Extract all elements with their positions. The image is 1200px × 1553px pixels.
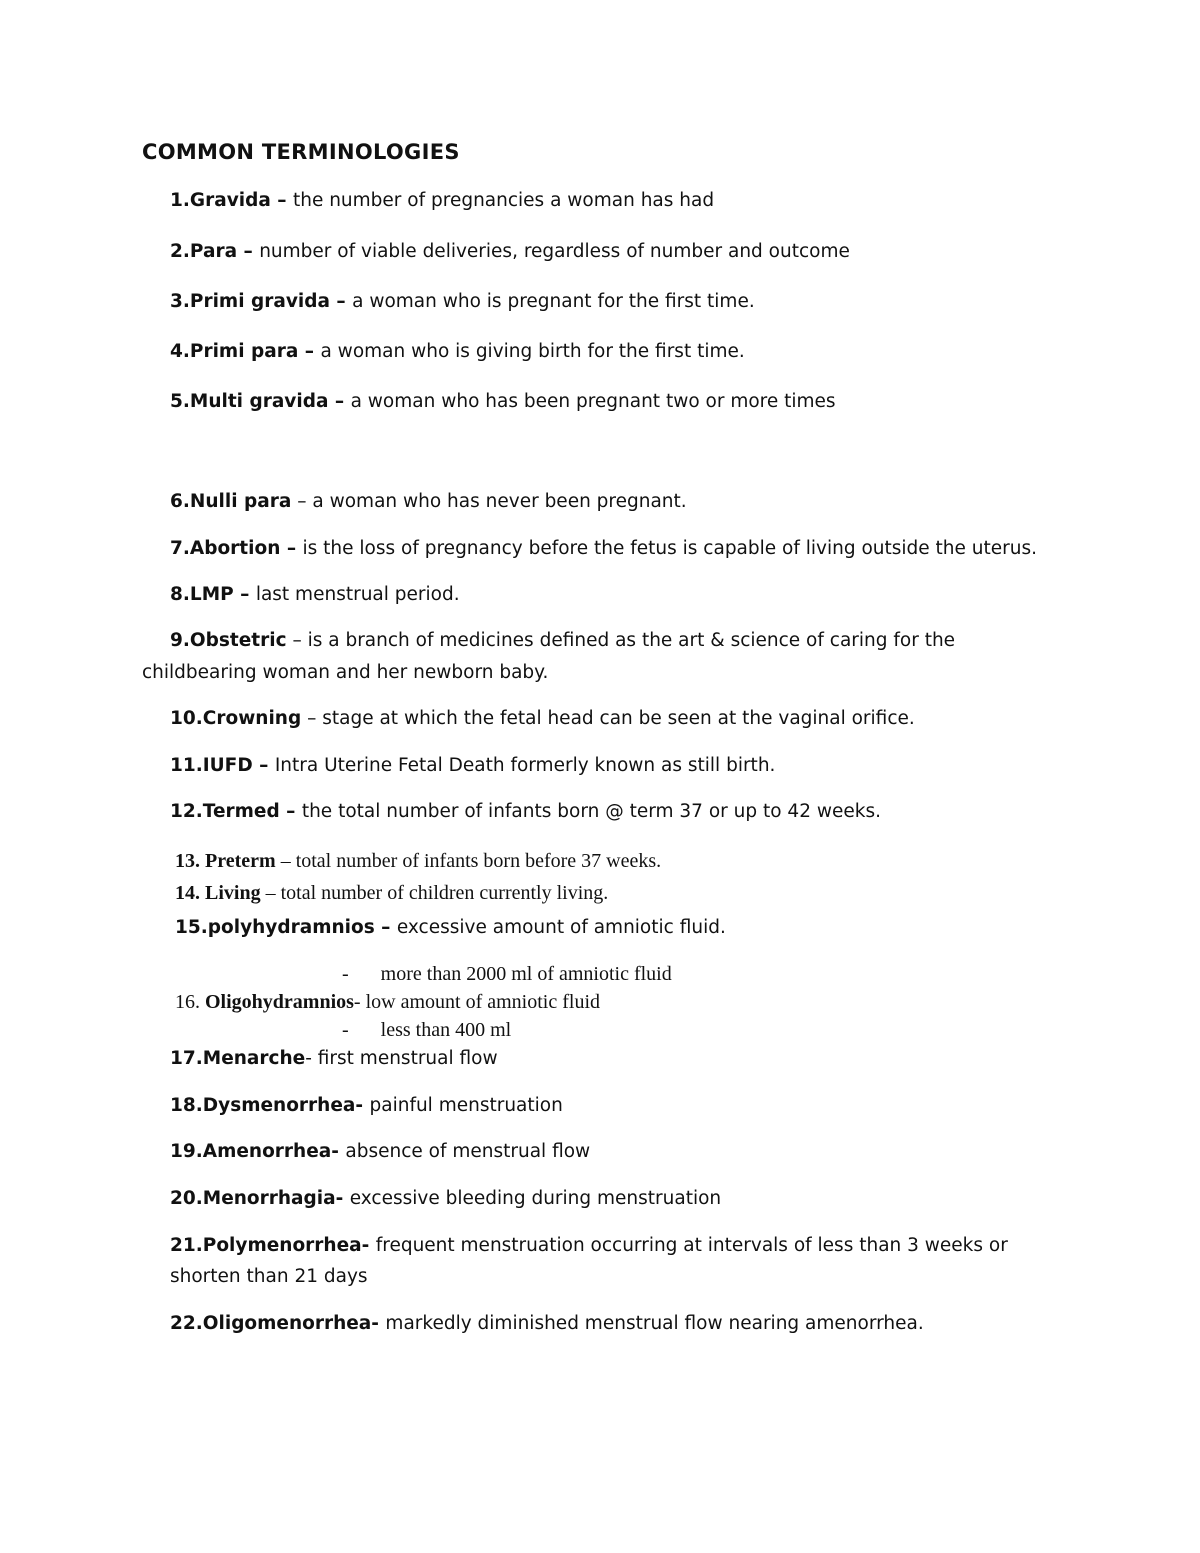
term-name: 1.Gravida – bbox=[170, 190, 293, 211]
term-line bbox=[170, 1140, 590, 1164]
term-definition: low amount of amniotic fluid bbox=[365, 991, 600, 1013]
term-definition: a woman who is giving birth for the first time. bbox=[320, 341, 745, 362]
term-definition: number of viable deliveries, regardless of number and outcome bbox=[259, 241, 850, 262]
term-definition: stage at which the fetal head can be seen at the vaginal orifice. bbox=[322, 708, 915, 729]
term-name: 12.Termed – bbox=[170, 801, 302, 822]
term-definition: first menstrual flow bbox=[317, 1048, 498, 1069]
term-line: 17.Menarche- first menstrual flow bbox=[170, 1048, 498, 1069]
term-name: 13. Preterm bbox=[175, 850, 276, 872]
term-name: Oligohydramnios bbox=[205, 991, 354, 1013]
term-definition: is a branch of medicines defined as the art & science of caring for the bbox=[307, 630, 956, 651]
term-name: 14. Living bbox=[175, 882, 261, 904]
term-definition: the total number of infants born @ term 37 or up to 42 weeks. bbox=[301, 801, 881, 822]
term-definition: painful menstruation bbox=[369, 1095, 563, 1116]
term-definition: a woman who is pregnant for the first time. bbox=[352, 291, 755, 312]
term-definition: frequent menstruation occurring at intervals of less than 3 weeks or bbox=[375, 1235, 1008, 1256]
term-line bbox=[170, 537, 1037, 561]
bullet-dash: - bbox=[342, 963, 349, 985]
term-line: 13. Preterm – total number of infants born before 37 weeks. bbox=[175, 850, 662, 872]
term-line bbox=[175, 916, 726, 940]
term-line bbox=[170, 189, 714, 213]
term-definition: total number of children currently living. bbox=[280, 882, 609, 904]
term-name: 19.Amenorrhea- bbox=[170, 1141, 346, 1162]
term-name: 2.Para – bbox=[170, 241, 260, 262]
term-definition: a woman who has been pregnant two or more times bbox=[350, 391, 836, 412]
term-definition: Intra Uterine Fetal Death formerly known as still birth. bbox=[274, 755, 776, 776]
term-name: 22.Oligomenorrhea- bbox=[170, 1313, 386, 1334]
term-definition: a woman who has never been pregnant. bbox=[312, 491, 687, 512]
term-definition: markedly diminished menstrual flow nearing amenorrhea. bbox=[385, 1313, 924, 1334]
term-definition: total number of infants born before 37 weeks. bbox=[295, 850, 662, 872]
term-line bbox=[170, 1187, 721, 1211]
sub-bullet-line bbox=[342, 962, 672, 986]
term-definition-continued: shorten than 21 days bbox=[170, 1266, 368, 1287]
term-name: 4.Primi para – bbox=[170, 341, 321, 362]
term-line: 14. Living – total number of children currently living. bbox=[175, 882, 609, 904]
term-name: 5.Multi gravida – bbox=[170, 391, 351, 412]
term-name: 21.Polymenorrhea- bbox=[170, 1235, 376, 1256]
term-name: 15.polyhydramnios – bbox=[175, 917, 397, 938]
term-line: 10.Crowning – stage at which the fetal head can be seen at the vaginal orifice. bbox=[170, 708, 915, 729]
term-line bbox=[170, 1234, 1008, 1258]
bullet-text: less than 400 ml bbox=[380, 1019, 512, 1041]
term-name: 9.Obstetric bbox=[170, 630, 287, 651]
term-definition: is the loss of pregnancy before the fetus is capable of living outside the uterus. bbox=[302, 538, 1038, 559]
term-name: 3.Primi gravida – bbox=[170, 291, 353, 312]
term-line bbox=[170, 240, 850, 264]
sub-bullet-line bbox=[342, 1018, 511, 1042]
term-definition: the number of pregnancies a woman has had bbox=[292, 190, 715, 211]
bullet-dash: - bbox=[342, 1019, 349, 1041]
term-definition: last menstrual period. bbox=[255, 584, 460, 605]
term-name: 8.LMP – bbox=[170, 584, 256, 605]
term-name: 7.Abortion – bbox=[170, 538, 303, 559]
term-line bbox=[170, 754, 775, 778]
term-line bbox=[170, 1094, 563, 1118]
term-line: 6.Nulli para – a woman who has never been pregnant. bbox=[170, 491, 687, 512]
term-name: 20.Menorrhagia- bbox=[170, 1188, 350, 1209]
term-definition: excessive bleeding during menstruation bbox=[349, 1188, 722, 1209]
term-name: 10.Crowning bbox=[170, 708, 302, 729]
term-name: 18.Dysmenorrhea- bbox=[170, 1095, 370, 1116]
term-name: 6.Nulli para bbox=[170, 491, 292, 512]
term-line bbox=[170, 390, 836, 414]
term-line bbox=[170, 583, 460, 607]
term-definition: excessive amount of amniotic fluid. bbox=[396, 917, 726, 938]
term-line bbox=[170, 340, 745, 364]
term-line bbox=[170, 290, 755, 314]
term-definition: absence of menstrual flow bbox=[345, 1141, 591, 1162]
term-line bbox=[170, 1312, 924, 1336]
term-line: 9.Obstetric – is a branch of medicines defined as the art & science of caring for the bbox=[170, 630, 956, 651]
page-title: COMMON TERMINOLOGIES bbox=[142, 140, 460, 164]
term-line: 16. Oligohydramnios- low amount of amniotic fluid bbox=[175, 991, 600, 1013]
bullet-text: more than 2000 ml of amniotic fluid bbox=[380, 963, 672, 985]
term-name: 11.IUFD – bbox=[170, 755, 275, 776]
term-line bbox=[170, 800, 881, 824]
term-name: 17.Menarche bbox=[170, 1048, 306, 1069]
term-definition-continued: childbearing woman and her newborn baby. bbox=[142, 662, 549, 683]
